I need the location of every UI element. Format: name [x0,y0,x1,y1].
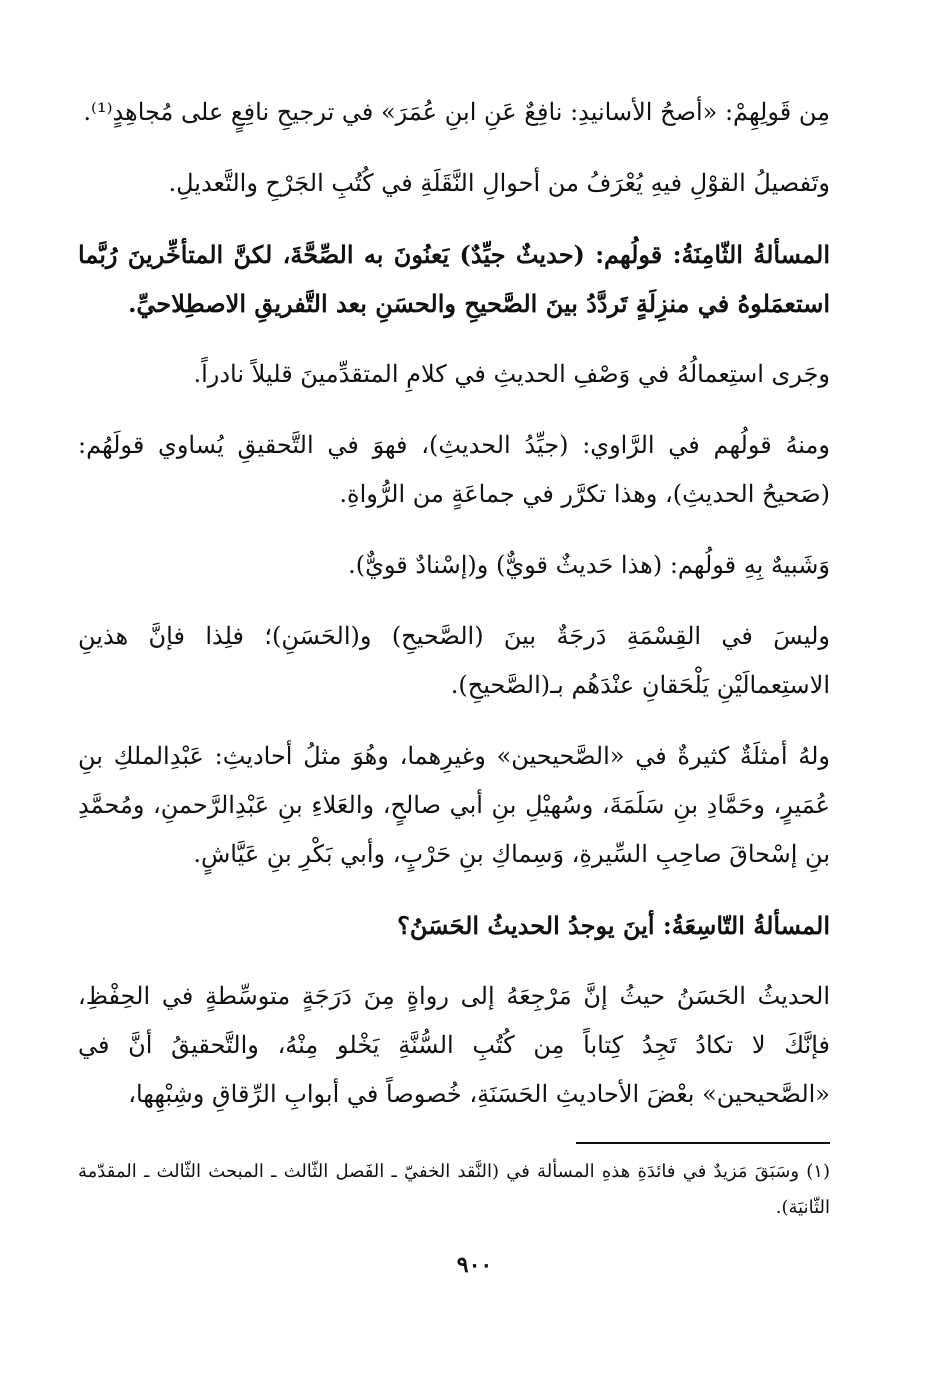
paragraph-10: الحديثُ الحَسَنُ حيثُ إنَّ مَرْجِعَهُ إلى رواةٍ مِنَ دَرَجَةٍ متوسِّطةٍ في الحِفْظِ، فإنَّكَ لا تكادُ تَجِدُ كِتاباً مِن كُتُبِ السُّنَّةِ يَخْلو مِنْهُ، والتَّحقيقُ أنَّ في «الصَّحيحين» بعْضَ الأحاديثِ الحَسَنَةِ، خُصوصاً في أبوابِ الرِّقاقِ وشِبْهِها، [78,982,830,1108]
paragraph-8: ولهُ أمثلَةٌ كثيرةٌ في «الصَّحيحين» وغيرِهما، وهُوَ مثلُ أحاديثِ: عَبْدِالملكِ بنِ عُمَيرٍ، وحَمَّادِ بنِ سَلَمَةَ، وسُهيْلِ بنِ أبي صالحٍ، والعَلاءِ بنِ عَبْدِالرَّحمنِ، ومُحمَّدِ بنِ إسْحاقَ صاحِبِ السِّيرةِ، وَسِماكِ بنِ حَرْبٍ، وأبي بَكْرِ بنِ عَيَّاشٍ. [78,742,830,868]
footnote: (١) وسَبَقَ مَزيدٌ في فائدَةِ هذهِ المسألة في (النَّقد الخفيّ ـ الفَصل الثّالث ـ المبحث الثّالث ـ المقدّمة الثّانيَة). [78,1161,830,1218]
paragraph-2: وتَفصيلُ القوْلِ فيهِ يُعْرَفُ من أحوالِ النَّقَلَةِ في كُتُبِ الجَرْحِ والتَّعديلِ. [168,169,830,197]
section-eighth-issue: المسألةُ الثّامِنَةُ: قولُهم: (حديثٌ جيِّدٌ) يَعنُونَ به الصِّحَّةَ، لكنَّ المتأخِّرينَ رُبَّما استعمَلوهُ في منزِلَةٍ تَردَّدُ بينَ الصَّحيحِ والحسَنِ بعد التَّفريقِ الاصطِلاحيِّ. [78,240,830,318]
paragraph-1: مِن قَولِهِمْ: «أصحُ الأسانيدِ: نافِعٌ عَنِ ابنِ عُمَرَ» في ترجيحِ نافِعٍ على مُجاهِدٍ⁽¹⁾. [83,98,830,126]
paragraph-4: وجَرى استِعمالُهُ في وَصْفِ الحديثِ في كلامِ المتقدِّمينَ قليلاً نادراً. [193,360,830,388]
page-number: ٩٠٠ [456,1252,493,1278]
paragraph-7: وليسَ في القِسْمَةِ دَرجَةٌ بينَ (الصَّحيحِ) و(الحَسَنِ)؛ فلِذا فإنَّ هذينِ الاستِعمالَيْنِ يَلْحَقانِ عنْدَهُم بـ(الصَّحيحِ). [78,622,830,699]
footnote-divider [576,1142,830,1144]
page-body [78,88,830,1141]
paragraph-6: وَشَبيهٌ بِهِ قولُهم: (هذا حَديثٌ قويٌّ) و(إسْنادٌ قويٌّ). [348,551,830,579]
section-ninth-issue-heading: المسألةُ التّاسِعَةُ: أينَ يوجدُ الحديثُ الحَسَنُ؟ [397,911,830,940]
paragraph-5: ومنهُ قولُهم في الرَّاوي: (جيِّدُ الحديثِ)، فهوَ في التَّحقيقِ يُساوي قولَهُم: (صَحيحُ الحديثِ)، وهذا تكرَّر في جماعَةٍ من الرُّواةِ. [78,431,830,508]
